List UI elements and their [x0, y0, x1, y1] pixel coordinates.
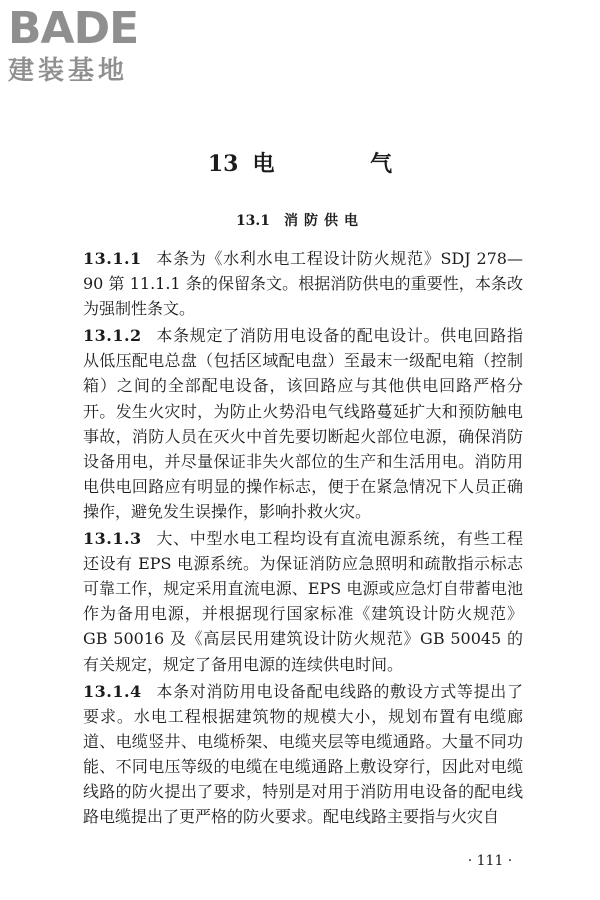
section-number: 13.1 — [235, 213, 271, 229]
clause-number: 13.1.2 — [83, 326, 142, 346]
clause-text: 本条为《水利水电工程设计防火规范》SDJ 278—90 第 11.1.1 条的保留条文。根据消防供电的重要性，本条改为强制性条文。 — [83, 249, 523, 319]
logo-subtitle: 建装基地 — [8, 56, 129, 86]
clause-number: 13.1.4 — [83, 681, 142, 701]
clause-number: 13.1.3 — [83, 529, 142, 549]
chapter-number: 13 — [207, 151, 239, 177]
clause-text: 本条对消防用电设备配电线路的敷设方式等提出了要求。水电工程根据建筑物的规模大小，规划布置有电缆廊道、电缆竖井、电缆桥架、电缆夹层等电缆通路。大量不同功能、不同电压等级的电缆在电缆通路上敷设穿行，因此对电缆线路的防火提出了要求，特别是对用于消防用电设备的配电线路电缆提出了更严格的防火要求。配电线路主要指与火灾自 — [83, 681, 523, 827]
clause-paragraph — [83, 323, 523, 524]
clause-number: 13.1.1 — [83, 249, 142, 268]
clause-text: 本条规定了消防用电设备的配电设计。供电回路指从低压配电总盘（包括区域配电盘）至最末一级配电箱（控制箱）之间的全部配电设备，该回路应与其他供电回路严格分开。发生火灾时，为防止火势沿电气线路蔓延扩大和预防触电事故，消防人员在灭火中首先要切断起火部位电源，确保消防设备用电，并尽量保证非失火部位的生产和生活用电。消防用电供电回路应有明显的操作标志，便于在紧急情况下人员正确操作，避免发生误操作，影响扑救火灾。 — [83, 326, 523, 521]
page-number: · 111 · — [467, 853, 513, 869]
clause-paragraph — [83, 246, 523, 321]
publisher-logo — [8, 4, 173, 88]
section-title — [0, 210, 600, 232]
chapter-title — [0, 149, 600, 179]
chapter-name: 电 气 — [252, 151, 437, 177]
clause-paragraph — [83, 679, 523, 830]
clause-text: 大、中型水电工程均设有直流电源系统，有些工程还设有 EPS 电源系统。为保证消防应急照明和疏散指示标志可靠工作，规定采用直流电源、EPS 电源或应急灯自带蓄电池作为备用电源，并根据现行国家标准《建筑设计防火规范》GB 50016 及《高层民用建筑设计防火规范》GB 50045 的有关规定，规定了备用电源的连续供电时间。 — [83, 529, 523, 674]
body-text — [83, 246, 523, 831]
section-name: 消防供电 — [284, 213, 365, 229]
clause-paragraph — [83, 526, 523, 677]
logo-brand: BADE — [8, 3, 139, 54]
